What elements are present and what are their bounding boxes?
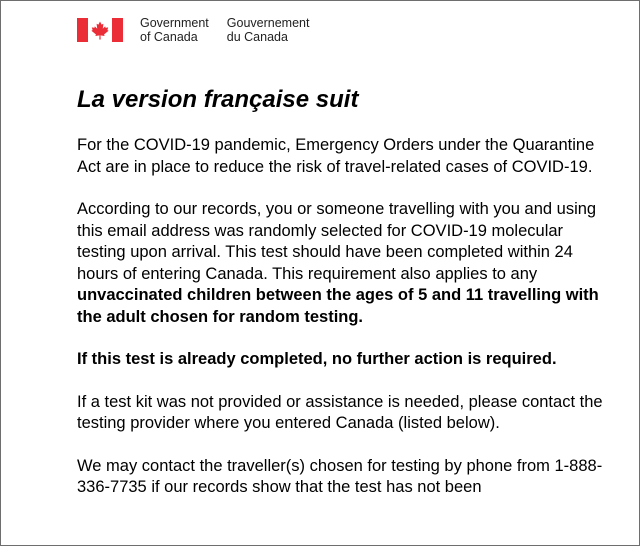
signature-french-line1: Gouvernement <box>226 16 310 30</box>
signature-english <box>140 16 209 44</box>
signature-english-line1: Government <box>140 16 209 30</box>
paragraph-intro: For the COVID-19 pandemic, Emergency Orders under the Quarantine Act are in place to reduce the risk of travel-related cases of COVID-19. <box>77 136 595 176</box>
signature-french-line2: du Canada <box>226 30 288 44</box>
paragraph-records-bold: unvaccinated children between the ages of 5 and 11 travelling with the adult chosen for random testing. <box>77 286 599 326</box>
page-title: La version française suit <box>77 86 359 113</box>
government-signature <box>77 16 309 44</box>
paragraph-test-kit: If a test kit was not provided or assistance is needed, please contact the testing provider where you entered Canada (listed below). <box>77 392 603 432</box>
completed-notice-text: If this test is already completed, no further action is required. <box>77 350 557 368</box>
canada-flag-icon <box>77 18 123 42</box>
paragraph-records-text: According to our records, you or someone travelling with you and using this email address was randomly selected for COVID-19 molecular testing upon arrival. This test should have been completed within 24 hours of entering Canada. This requirement also applies to any <box>77 200 597 283</box>
paragraph-records <box>77 199 607 328</box>
signature-french <box>227 16 310 44</box>
email-body <box>77 135 607 520</box>
paragraph-contact: We may contact the traveller(s) chosen for testing by phone from 1-888-336-7735 if our records show that the test has not been <box>77 456 603 496</box>
signature-english-line2: of Canada <box>140 30 198 44</box>
paragraph-completed-notice <box>77 349 607 371</box>
